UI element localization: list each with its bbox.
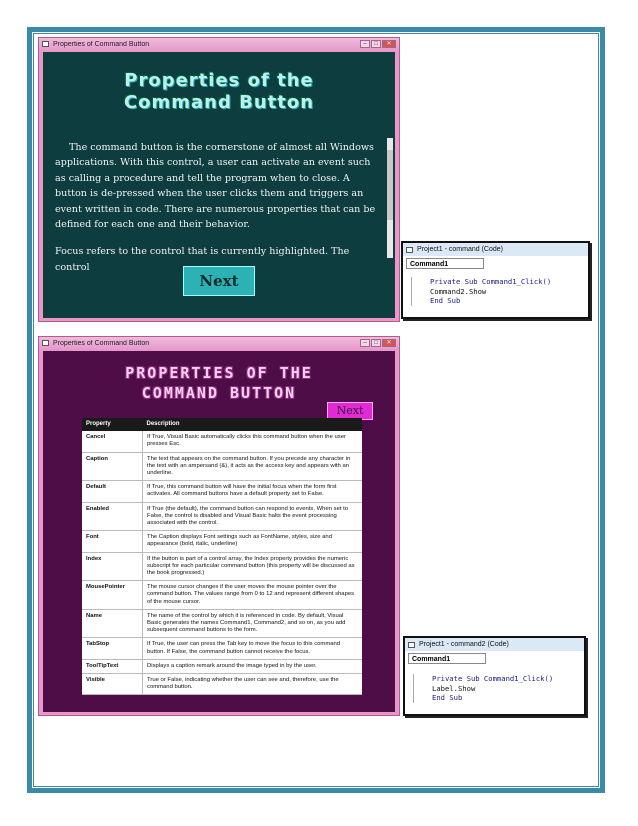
properties-window-1 xyxy=(38,37,400,322)
vertical-scrollbar[interactable] xyxy=(387,138,393,258)
property-description: True or False, indicating whether the user can see and, therefore, use the command button. xyxy=(143,674,363,695)
table-row xyxy=(82,638,362,659)
table-row xyxy=(82,581,362,610)
code-window-titlebar[interactable] xyxy=(403,243,588,256)
code-line: Command2.Show xyxy=(430,286,487,296)
property-description: If True, the user can press the Tab key to move the focus to this command button. If False, the command button cannot receive the focus. xyxy=(143,638,363,659)
scrollbar-thumb[interactable] xyxy=(387,150,393,220)
title-line-2: Command Button xyxy=(123,92,315,113)
close-icon[interactable]: ✕ xyxy=(382,339,396,347)
properties-table xyxy=(82,418,362,695)
maximize-icon[interactable]: □ xyxy=(371,339,381,347)
property-name: Caption xyxy=(82,452,143,481)
object-dropdown[interactable]: Command1 xyxy=(408,653,486,664)
window-titlebar[interactable] xyxy=(39,38,399,50)
property-description: Displays a caption remark around the image typed in by the user. xyxy=(143,659,363,673)
table-row xyxy=(82,552,362,581)
property-description: The Caption displays Font settings such as FontName, styles, size and appearance (bold, italic, underline) xyxy=(143,531,363,552)
table-row xyxy=(82,502,362,531)
code-line: End Sub xyxy=(432,693,463,702)
property-description: The text that appears on the command button. If you precede any character in the text with an ampersand (&), it acts as the access key and appears with an underline. xyxy=(143,452,363,481)
table-row xyxy=(82,481,362,502)
property-description: If True (the default), the command button can respond to events. When set to False, the control is disabled and Visual Basic halts the event processing associated with the control. xyxy=(143,502,363,531)
property-name: Font xyxy=(82,531,143,552)
property-name: Enabled xyxy=(82,502,143,531)
window-title: Properties of Command Button xyxy=(53,339,150,347)
properties-window-2 xyxy=(38,336,400,716)
minimize-icon[interactable]: – xyxy=(360,40,370,48)
next-button[interactable]: Next xyxy=(327,402,373,420)
form-client-area xyxy=(43,52,395,318)
code-icon xyxy=(408,642,415,648)
table-row xyxy=(82,531,362,552)
code-line: Label.Show xyxy=(432,683,476,693)
minimize-icon[interactable]: – xyxy=(360,339,370,347)
table-row xyxy=(82,431,362,452)
property-name: Visible xyxy=(82,674,143,695)
code-window-2 xyxy=(403,636,586,716)
column-header-description: Description xyxy=(143,418,363,431)
property-name: Name xyxy=(82,609,143,638)
code-window-titlebar[interactable] xyxy=(405,638,584,651)
window-titlebar[interactable] xyxy=(39,337,399,349)
property-description: If True, Visual Basic automatically clicks this command button when the user presses Esc. xyxy=(143,431,363,452)
code-editor[interactable] xyxy=(413,674,580,703)
object-dropdown[interactable]: Command1 xyxy=(406,258,484,269)
table-row xyxy=(82,609,362,638)
column-header-property: Property xyxy=(82,418,143,431)
title-line-2: COMMAND BUTTON xyxy=(141,384,297,402)
form-icon xyxy=(42,41,49,47)
window-title: Properties of Command Button xyxy=(53,40,150,48)
code-window-title: Project1 - command2 (Code) xyxy=(419,641,509,648)
code-line: Private Sub Command1_Click() xyxy=(432,674,554,683)
code-window-1 xyxy=(401,241,590,319)
table-row xyxy=(82,659,362,673)
code-line: Private Sub Command1_Click() xyxy=(430,277,552,286)
title-line-1: Properties of the xyxy=(124,70,314,91)
paragraph-1: The command button is the cornerstone of almost all Windows applications. With this control, a user can activate an event such as calling a procedure and tell the program when to close. A button is de-pressed when the user clicks them and triggers an event written in code. There are numerous properties that can be defined for each one and their behavior. xyxy=(55,142,376,231)
property-name: Cancel xyxy=(82,431,143,452)
code-icon xyxy=(406,247,413,253)
code-window-title: Project1 - command (Code) xyxy=(417,246,503,253)
table-row xyxy=(82,452,362,481)
property-name: MousePointer xyxy=(82,581,143,610)
page-title xyxy=(43,70,395,114)
property-description: The mouse cursor changes if the user moves the mouse pointer over the command button. The values range from 0 to 12 and represent different shapes of the mouse cursor. xyxy=(143,581,363,610)
code-line: End Sub xyxy=(430,296,461,305)
property-description: If the button is part of a control array, the Index property provides the numeric subscript for each particular command button (this property will be discussed as the book progressed.) xyxy=(143,552,363,581)
form-icon xyxy=(42,340,49,346)
property-name: Default xyxy=(82,481,143,502)
title-line-1: PROPERTIES OF THE xyxy=(125,364,313,382)
next-button[interactable]: Next xyxy=(183,266,255,296)
property-name: ToolTipText xyxy=(82,659,143,673)
form-client-area xyxy=(43,351,395,712)
code-editor[interactable] xyxy=(411,277,584,306)
close-icon[interactable]: ✕ xyxy=(382,40,396,48)
property-description: If True, this command button will have the initial focus when the form first activates. All command buttons have a default property set to False. xyxy=(143,481,363,502)
property-name: TabStop xyxy=(82,638,143,659)
maximize-icon[interactable]: □ xyxy=(371,40,381,48)
table-row xyxy=(82,674,362,695)
property-description: The name of the control by which it is referenced in code. By default, Visual Basic generates the names Command1, Command2, and so on, as you add subsequent command buttons to the form. xyxy=(143,609,363,638)
page-title xyxy=(43,363,395,403)
paragraph-2: Focus refers to the control that is currently highlighted. The control xyxy=(55,246,350,273)
property-name: Index xyxy=(82,552,143,581)
